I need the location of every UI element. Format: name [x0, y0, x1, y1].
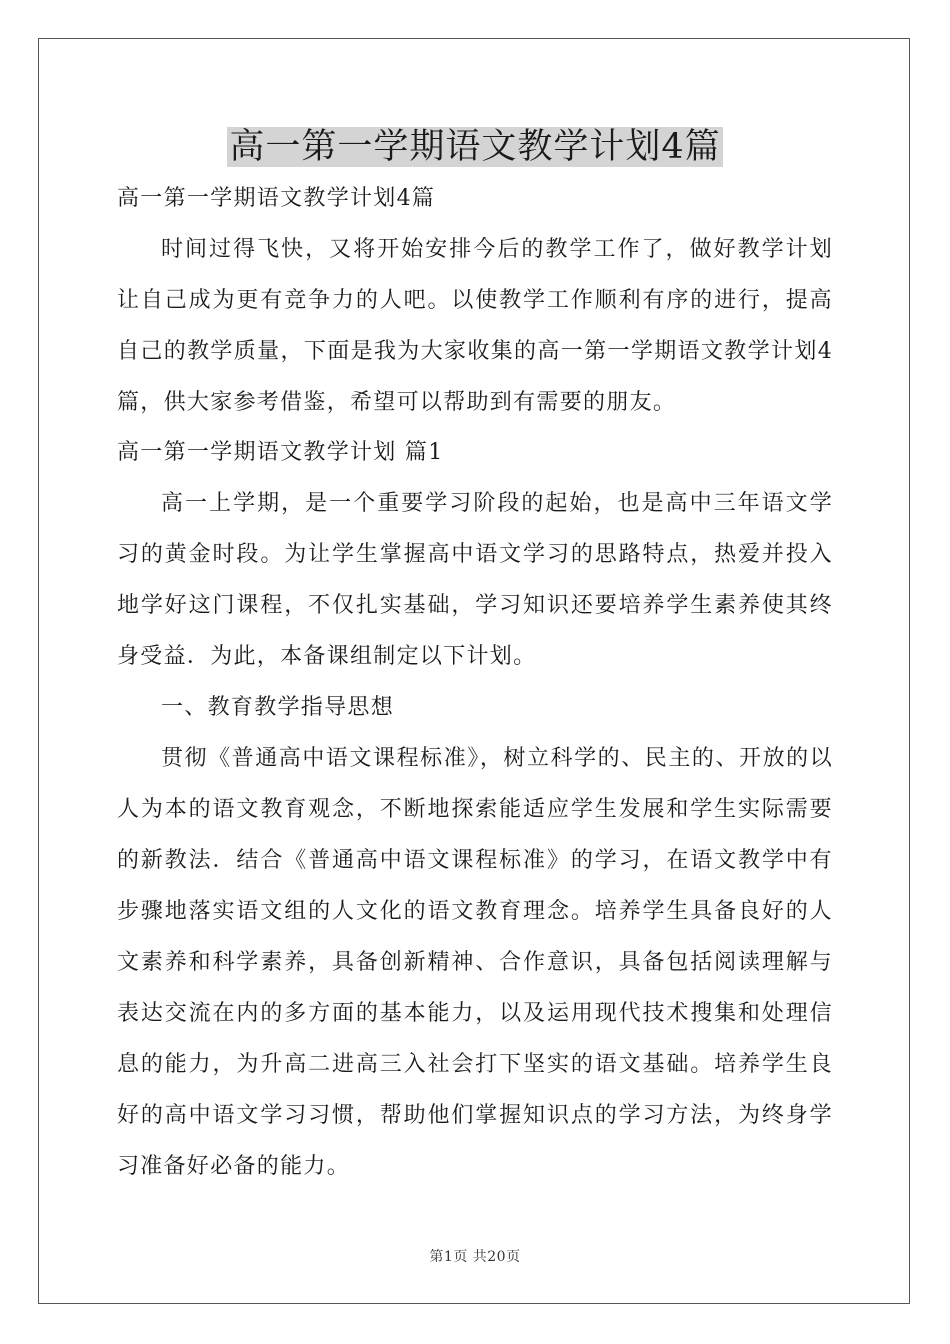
section-heading: 高一第一学期语文教学计划 篇1: [117, 440, 444, 465]
section-paragraph: 高一上学期，是一个重要学习阶段的起始，也是高中三年语文学习的黄金时段。为让学生掌握高中语文学习的思路特点，热爱并投入地学好这门课程，不仅扎实基础，学习知识还要培养学生素养使其终身受益．为此，本备课组制定以下计划。: [117, 491, 833, 669]
document-title: 高一第一学期语文教学计划4篇: [229, 127, 721, 167]
subsection-heading: 一、教育教学指导思想: [161, 695, 395, 720]
page-footer: 第1页 共20页: [429, 1249, 521, 1265]
document-body: [117, 174, 833, 1192]
intro-paragraph: 时间过得飞快，又将开始安排今后的教学工作了，做好教学计划让自己成为更有竞争力的人吧。以使教学工作顺利有序的进行，提高自己的教学质量，下面是我为大家收集的高一第一学期语文教学计划4篇，供大家参考借鉴，希望可以帮助到有需要的朋友。: [117, 237, 833, 415]
document-subtitle: 高一第一学期语文教学计划4篇: [117, 186, 436, 211]
guiding-ideology-paragraph: 贯彻《普通高中语文课程标准》，树立科学的、民主的、开放的以人为本的语文教育观念，不断地探索能适应学生发展和学生实际需要的新教法．结合《普通高中语文课程标准》的学习，在语文教学中有步骤地落实语文组的人文化的语文教育理念。培养学生具备良好的人文素养和科学素养，具备创新精神、合作意识，具备包括阅读理解与表达交流在内的多方面的基本能力，以及运用现代技术搜集和处理信息的能力，为升高二进高三入社会打下坚实的语文基础。培养学生良好的高中语文学习习惯，帮助他们掌握知识点的学习方法，为终身学习准备好必备的能力。: [117, 746, 833, 1179]
